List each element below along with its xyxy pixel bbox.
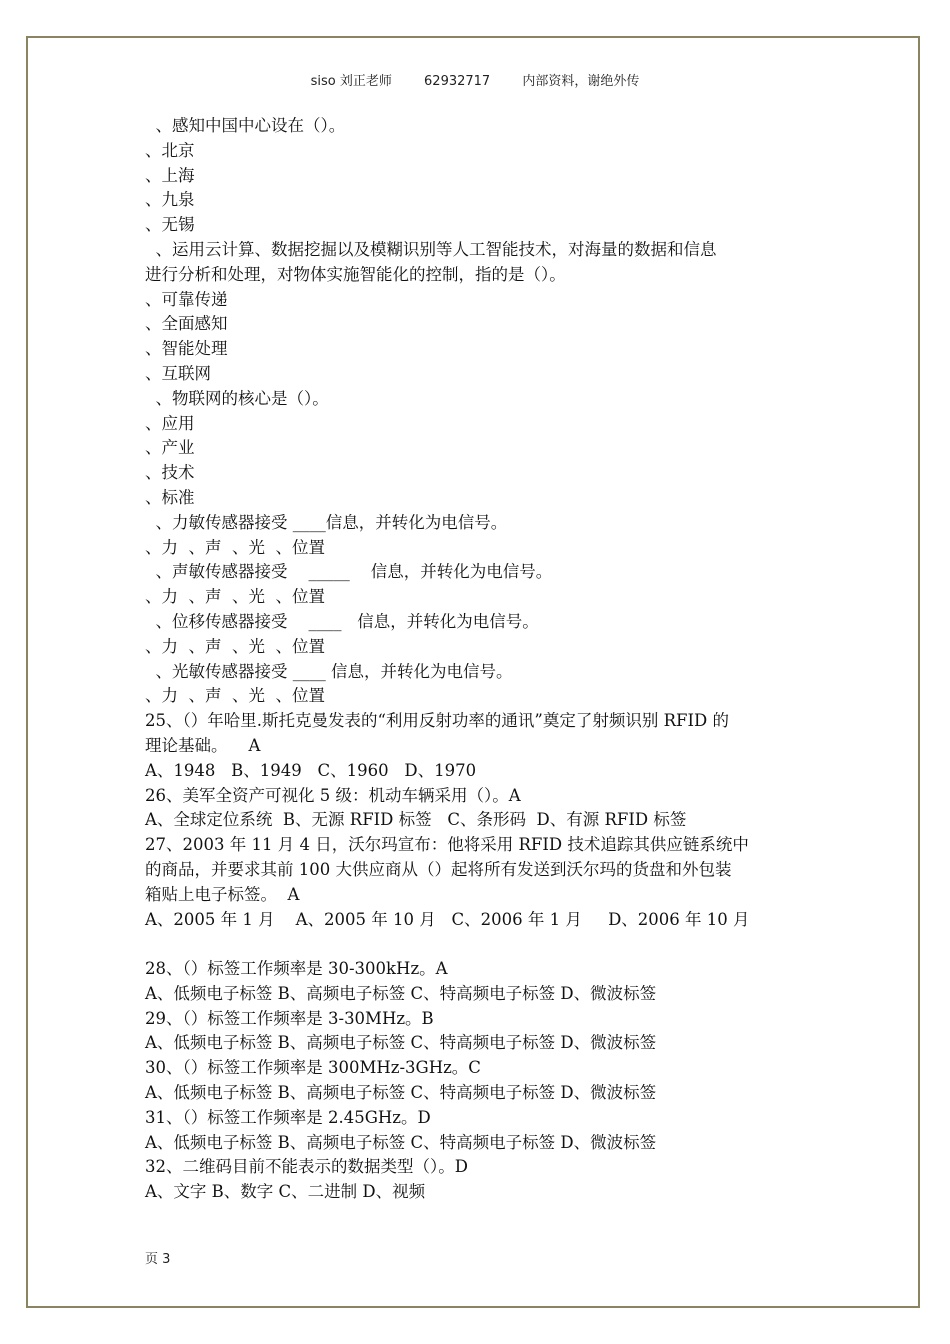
text-line: 、产业 [145,438,195,458]
header-notice: 内部资料，谢绝外传 [522,74,640,89]
text-line: A、低频电子标签 B、高频电子标签 C、特高频电子标签 D、微波标签 [145,1033,657,1053]
text-line: A、1948 B、1949 C、1960 D、1970 [145,760,477,780]
text-line: 、上海 [145,165,195,185]
text-line: 、技术 [145,463,195,483]
text-line: 26、美军全资产可视化 5 级：机动车辆采用（）。A [145,785,521,805]
text-line: 、光敏传感器接受 ____ 信息，并转化为电信号。 [145,661,513,681]
text-line: 、力敏传感器接受 ____信息，并转化为电信号。 [145,512,508,532]
text-line: 、标准 [145,487,195,507]
text-line: 29、（）标签工作频率是 3-30MHz。B [145,1008,434,1028]
text-line: A、低频电子标签 B、高频电子标签 C、特高频电子标签 D、微波标签 [145,983,657,1003]
page-header [0,70,950,89]
text-line: A、低频电子标签 B、高频电子标签 C、特高频电子标签 D、微波标签 [145,1132,657,1152]
header-teacher: siso 刘正老师 [310,74,392,89]
text-line: 的商品，并要求其前 100 大供应商从（）起将所有发送到沃尔玛的货盘和外包装 [145,859,732,879]
text-line: 30、（）标签工作频率是 300MHz-3GHz。C [145,1058,481,1078]
header-phone: 62932717 [424,74,491,89]
text-line: 理论基础。 A [145,735,261,755]
text-line: 、位移传感器接受 ____ 信息，并转化为电信号。 [145,611,539,631]
text-line: 、互联网 [145,363,211,383]
text-line: 进行分析和处理，对物体实施智能化的控制，指的是（）。 [145,264,566,284]
text-line: 、声敏传感器接受 _____ 信息，并转化为电信号。 [145,562,553,582]
text-line: 、物联网的核心是（）。 [145,388,329,408]
text-line: 、力 、声 、光 、位置 [145,587,325,607]
document-body [145,114,815,1205]
text-line: A、2005 年 1 月 A、2005 年 10 月 C、2006 年 1 月 D、2006 年 10 月 [145,909,750,929]
text-line: 、可靠传递 [145,289,228,309]
text-line: 、力 、声 、光 、位置 [145,537,325,557]
text-line: 32、二维码目前不能表示的数据类型（）。D [145,1157,468,1177]
text-line: 、智能处理 [145,339,228,359]
text-line: 、力 、声 、光 、位置 [145,636,325,656]
text-line [145,932,815,957]
text-line: 31、（）标签工作频率是 2.45GHz。D [145,1107,431,1127]
text-line: 箱贴上电子标签。 A [145,884,300,904]
text-line: 、全面感知 [145,314,228,334]
text-line: A、低频电子标签 B、高频电子标签 C、特高频电子标签 D、微波标签 [145,1083,657,1103]
text-line: 、感知中国中心设在（）。 [145,116,346,135]
text-line: 27、2003 年 11 月 4 日，沃尔玛宣布：他将采用 RFID 技术追踪其供应链系统中 [145,835,749,855]
page-number: 页 3 [145,1252,171,1267]
text-line: 25、（）年哈里.斯托克曼发表的“利用反射功率的通讯”奠定了射频识别 RFID 的 [145,711,729,731]
text-line: 、无锡 [145,215,195,235]
text-line: 、力 、声 、光 、位置 [145,686,325,706]
text-line: A、全球定位系统 B、无源 RFID 标签 C、条形码 D、有源 RFID 标签 [145,810,687,830]
text-line: 、应用 [145,413,195,433]
text-line: 、北京 [145,140,195,160]
text-line: 、运用云计算、数据挖掘以及模糊识别等人工智能技术，对海量的数据和信息 [145,239,717,259]
text-line: A、文字 B、数字 C、二进制 D、视频 [145,1182,426,1202]
text-line: 、九泉 [145,190,195,210]
text-line: 28、（）标签工作频率是 30-300kHz。A [145,959,448,979]
